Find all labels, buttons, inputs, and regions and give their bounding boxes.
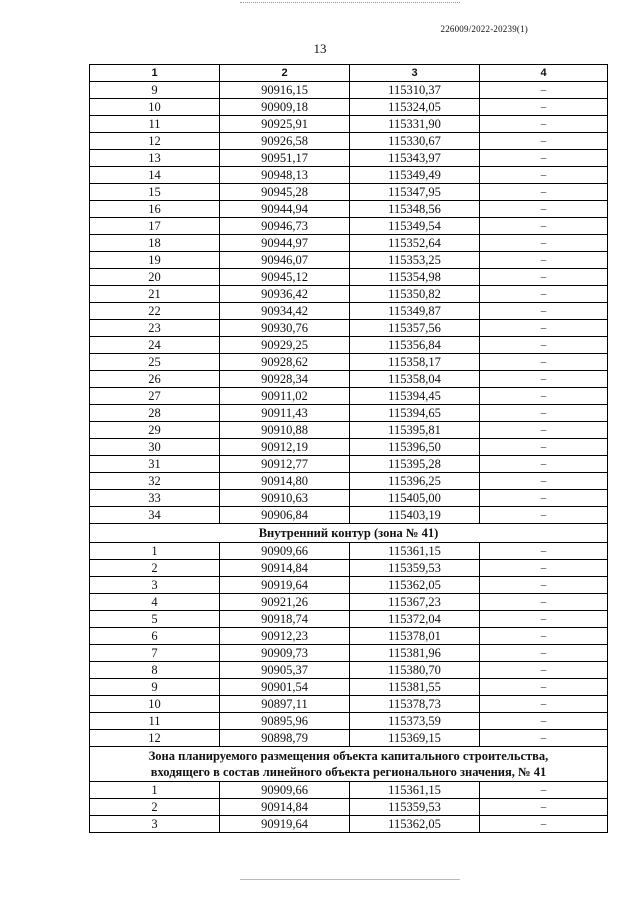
y-coordinate: 115361,15 [350, 543, 480, 560]
point-number: 3 [90, 816, 220, 833]
table-row [90, 628, 608, 645]
document-number: 226009/2022-20239(1) [440, 24, 528, 34]
y-coordinate: 115395,28 [350, 456, 480, 473]
note-cell: – [480, 730, 608, 747]
y-coordinate: 115349,87 [350, 303, 480, 320]
table-row [90, 439, 608, 456]
y-coordinate: 115356,84 [350, 337, 480, 354]
table-row [90, 662, 608, 679]
table-row [90, 560, 608, 577]
note-cell: – [480, 320, 608, 337]
y-coordinate: 115394,65 [350, 405, 480, 422]
point-number: 10 [90, 696, 220, 713]
zone-title-line1: Зона планируемого размещения объекта капитального строительства, [148, 749, 549, 763]
table-header-row [90, 65, 608, 82]
point-number: 4 [90, 594, 220, 611]
y-coordinate: 115352,64 [350, 235, 480, 252]
table-row [90, 730, 608, 747]
x-coordinate: 90909,18 [220, 99, 350, 116]
x-coordinate: 90914,80 [220, 473, 350, 490]
point-number: 21 [90, 286, 220, 303]
table-row [90, 456, 608, 473]
x-coordinate: 90910,63 [220, 490, 350, 507]
note-cell: – [480, 167, 608, 184]
note-cell: – [480, 577, 608, 594]
point-number: 30 [90, 439, 220, 456]
point-number: 32 [90, 473, 220, 490]
table-row [90, 218, 608, 235]
table-row [90, 679, 608, 696]
x-coordinate: 90909,66 [220, 543, 350, 560]
table-row [90, 354, 608, 371]
y-coordinate: 115324,05 [350, 99, 480, 116]
point-number: 13 [90, 150, 220, 167]
y-coordinate: 115362,05 [350, 577, 480, 594]
x-coordinate: 90912,77 [220, 456, 350, 473]
y-coordinate: 115372,04 [350, 611, 480, 628]
note-cell: – [480, 439, 608, 456]
note-cell: – [480, 782, 608, 799]
zone-title-line2: входящего в состав линейного объекта регионального значения, № 41 [150, 765, 547, 779]
point-number: 18 [90, 235, 220, 252]
point-number: 14 [90, 167, 220, 184]
table-row [90, 99, 608, 116]
x-coordinate: 90929,25 [220, 337, 350, 354]
top-scan-line [240, 2, 460, 3]
point-number: 3 [90, 577, 220, 594]
x-coordinate: 90930,76 [220, 320, 350, 337]
x-coordinate: 90910,88 [220, 422, 350, 439]
y-coordinate: 115354,98 [350, 269, 480, 286]
column-header: 2 [220, 65, 350, 82]
note-cell: – [480, 679, 608, 696]
y-coordinate: 115349,54 [350, 218, 480, 235]
table-row [90, 303, 608, 320]
note-cell: – [480, 696, 608, 713]
y-coordinate: 115359,53 [350, 560, 480, 577]
y-coordinate: 115350,82 [350, 286, 480, 303]
note-cell: – [480, 150, 608, 167]
table-row [90, 150, 608, 167]
x-coordinate: 90946,73 [220, 218, 350, 235]
point-number: 1 [90, 782, 220, 799]
y-coordinate: 115358,17 [350, 354, 480, 371]
table-row [90, 816, 608, 833]
note-cell: – [480, 594, 608, 611]
note-cell: – [480, 99, 608, 116]
page-number: 13 [313, 41, 327, 56]
note-cell: – [480, 235, 608, 252]
y-coordinate: 115378,73 [350, 696, 480, 713]
note-cell: – [480, 405, 608, 422]
x-coordinate: 90945,28 [220, 184, 350, 201]
x-coordinate: 90905,37 [220, 662, 350, 679]
point-number: 12 [90, 730, 220, 747]
y-coordinate: 115367,23 [350, 594, 480, 611]
point-number: 10 [90, 99, 220, 116]
note-cell: – [480, 543, 608, 560]
table-row [90, 473, 608, 490]
y-coordinate: 115405,00 [350, 490, 480, 507]
point-number: 2 [90, 799, 220, 816]
table-row [90, 82, 608, 99]
x-coordinate: 90912,23 [220, 628, 350, 645]
y-coordinate: 115381,55 [350, 679, 480, 696]
note-cell: – [480, 184, 608, 201]
x-coordinate: 90945,12 [220, 269, 350, 286]
note-cell: – [480, 354, 608, 371]
point-number: 20 [90, 269, 220, 286]
table-row [90, 235, 608, 252]
point-number: 26 [90, 371, 220, 388]
x-coordinate: 90911,43 [220, 405, 350, 422]
x-coordinate: 90898,79 [220, 730, 350, 747]
table-row [90, 252, 608, 269]
point-number: 12 [90, 133, 220, 150]
table-row [90, 422, 608, 439]
column-header: 1 [90, 65, 220, 82]
y-coordinate: 115380,70 [350, 662, 480, 679]
column-header: 3 [350, 65, 480, 82]
note-cell: – [480, 611, 608, 628]
y-coordinate: 115310,37 [350, 82, 480, 99]
inner-contour-title: Внутренний контур (зона № 41) [90, 524, 608, 543]
x-coordinate: 90928,62 [220, 354, 350, 371]
point-number: 15 [90, 184, 220, 201]
note-cell: – [480, 269, 608, 286]
x-coordinate: 90897,11 [220, 696, 350, 713]
x-coordinate: 90919,64 [220, 816, 350, 833]
zone-title [90, 747, 608, 782]
point-number: 24 [90, 337, 220, 354]
point-number: 11 [90, 713, 220, 730]
table-row [90, 269, 608, 286]
zone-rows [90, 782, 608, 833]
table-row [90, 577, 608, 594]
x-coordinate: 90925,91 [220, 116, 350, 133]
section-row [90, 524, 608, 543]
table-row [90, 543, 608, 560]
table-row [90, 201, 608, 218]
table-row [90, 184, 608, 201]
x-coordinate: 90906,84 [220, 507, 350, 524]
note-cell: – [480, 82, 608, 99]
y-coordinate: 115396,25 [350, 473, 480, 490]
table-row [90, 696, 608, 713]
x-coordinate: 90918,74 [220, 611, 350, 628]
table-row [90, 116, 608, 133]
point-number: 31 [90, 456, 220, 473]
y-coordinate: 115343,97 [350, 150, 480, 167]
table-row [90, 611, 608, 628]
x-coordinate: 90928,34 [220, 371, 350, 388]
table-row [90, 371, 608, 388]
point-number: 23 [90, 320, 220, 337]
table-row [90, 594, 608, 611]
x-coordinate: 90901,54 [220, 679, 350, 696]
y-coordinate: 115331,90 [350, 116, 480, 133]
y-coordinate: 115403,19 [350, 507, 480, 524]
note-cell: – [480, 799, 608, 816]
y-coordinate: 115347,95 [350, 184, 480, 201]
point-number: 22 [90, 303, 220, 320]
point-number: 34 [90, 507, 220, 524]
y-coordinate: 115361,15 [350, 782, 480, 799]
note-cell: – [480, 713, 608, 730]
point-number: 1 [90, 543, 220, 560]
point-number: 11 [90, 116, 220, 133]
bottom-scan-line [240, 879, 460, 880]
y-coordinate: 115358,04 [350, 371, 480, 388]
note-cell: – [480, 133, 608, 150]
outer-contour-rows [90, 82, 608, 524]
y-coordinate: 115378,01 [350, 628, 480, 645]
x-coordinate: 90912,19 [220, 439, 350, 456]
table-row [90, 782, 608, 799]
x-coordinate: 90921,26 [220, 594, 350, 611]
note-cell: – [480, 662, 608, 679]
note-cell: – [480, 490, 608, 507]
x-coordinate: 90936,42 [220, 286, 350, 303]
point-number: 29 [90, 422, 220, 439]
point-number: 7 [90, 645, 220, 662]
note-cell: – [480, 252, 608, 269]
note-cell: – [480, 422, 608, 439]
note-cell: – [480, 218, 608, 235]
point-number: 9 [90, 82, 220, 99]
y-coordinate: 115362,05 [350, 816, 480, 833]
note-cell: – [480, 371, 608, 388]
note-cell: – [480, 286, 608, 303]
point-number: 19 [90, 252, 220, 269]
table-row [90, 645, 608, 662]
table-row [90, 713, 608, 730]
table-row [90, 490, 608, 507]
x-coordinate: 90944,94 [220, 201, 350, 218]
note-cell: – [480, 816, 608, 833]
note-cell: – [480, 456, 608, 473]
note-cell: – [480, 473, 608, 490]
x-coordinate: 90948,13 [220, 167, 350, 184]
point-number: 33 [90, 490, 220, 507]
point-number: 28 [90, 405, 220, 422]
x-coordinate: 90911,02 [220, 388, 350, 405]
point-number: 17 [90, 218, 220, 235]
x-coordinate: 90895,96 [220, 713, 350, 730]
x-coordinate: 90914,84 [220, 560, 350, 577]
point-number: 27 [90, 388, 220, 405]
y-coordinate: 115396,50 [350, 439, 480, 456]
column-header: 4 [480, 65, 608, 82]
y-coordinate: 115353,25 [350, 252, 480, 269]
x-coordinate: 90926,58 [220, 133, 350, 150]
coordinates-table [89, 64, 608, 833]
x-coordinate: 90946,07 [220, 252, 350, 269]
point-number: 25 [90, 354, 220, 371]
y-coordinate: 115330,67 [350, 133, 480, 150]
table-row [90, 507, 608, 524]
table-row [90, 286, 608, 303]
x-coordinate: 90919,64 [220, 577, 350, 594]
x-coordinate: 90914,84 [220, 799, 350, 816]
point-number: 5 [90, 611, 220, 628]
note-cell: – [480, 201, 608, 218]
point-number: 9 [90, 679, 220, 696]
x-coordinate: 90909,73 [220, 645, 350, 662]
y-coordinate: 115373,59 [350, 713, 480, 730]
y-coordinate: 115348,56 [350, 201, 480, 218]
note-cell: – [480, 645, 608, 662]
note-cell: – [480, 628, 608, 645]
y-coordinate: 115349,49 [350, 167, 480, 184]
y-coordinate: 115381,96 [350, 645, 480, 662]
x-coordinate: 90916,15 [220, 82, 350, 99]
note-cell: – [480, 337, 608, 354]
table-row [90, 133, 608, 150]
note-cell: – [480, 303, 608, 320]
y-coordinate: 115369,15 [350, 730, 480, 747]
point-number: 8 [90, 662, 220, 679]
table-row [90, 337, 608, 354]
section-row [90, 747, 608, 782]
point-number: 16 [90, 201, 220, 218]
note-cell: – [480, 507, 608, 524]
note-cell: – [480, 388, 608, 405]
table-row [90, 167, 608, 184]
x-coordinate: 90944,97 [220, 235, 350, 252]
x-coordinate: 90951,17 [220, 150, 350, 167]
note-cell: – [480, 560, 608, 577]
x-coordinate: 90934,42 [220, 303, 350, 320]
x-coordinate: 90909,66 [220, 782, 350, 799]
table-row [90, 388, 608, 405]
y-coordinate: 115394,45 [350, 388, 480, 405]
inner-contour-rows [90, 543, 608, 747]
point-number: 2 [90, 560, 220, 577]
y-coordinate: 115395,81 [350, 422, 480, 439]
table-row [90, 799, 608, 816]
table-row [90, 320, 608, 337]
table-row [90, 405, 608, 422]
y-coordinate: 115359,53 [350, 799, 480, 816]
note-cell: – [480, 116, 608, 133]
y-coordinate: 115357,56 [350, 320, 480, 337]
point-number: 6 [90, 628, 220, 645]
